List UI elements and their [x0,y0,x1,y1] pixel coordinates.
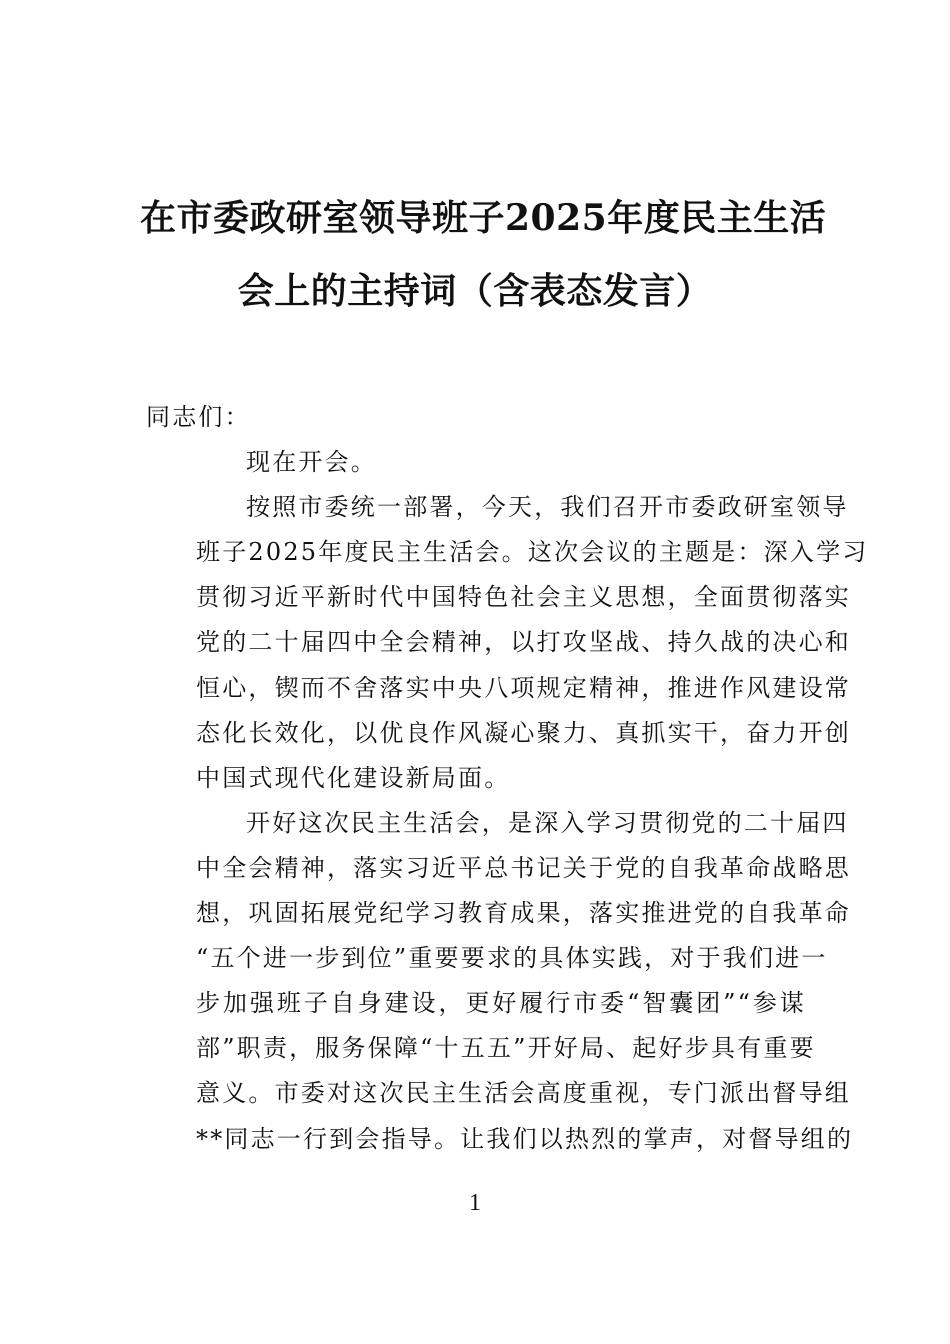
paragraph-line: 贯彻习近平新时代中国特色社会主义思想，全面贯彻落实 [196,583,851,612]
paragraph-line: 党的二十届四中全会精神，以打攻坚战、持久战的决心和 [196,628,851,657]
title-line-1: 在市委政研室领导班子2025年度民主生活 [140,197,827,239]
paragraph-line: 恒心，锲而不舍落实中央八项规定精神，推进作风建设常 [196,673,851,702]
paragraph-line: 中国式现代化建设新局面。 [196,763,511,792]
paragraph-line: 意义。市委对这次民主生活会高度重视，专门派出督导组 [196,1079,851,1108]
paragraph-line: 态化长效化，以优良作风凝心聚力、真抓实干，奋力开创 [196,718,851,747]
page-number: 1 [469,1190,481,1216]
paragraph-line: 班子2025年度民主生活会。这次会议的主题是：深入学习 [196,538,869,567]
paragraph-1 [146,440,806,485]
paragraph-line: 想，巩固拓展党纪学习教育成果，落实推进党的自我革命 [196,899,851,928]
paragraph-line: 步加强班子自身建设，更好履行市委“智囊团”“参谋 [196,989,806,1018]
paragraph-line: 部”职责，服务保障“十五五”开好局、起好步具有重要 [196,1034,816,1063]
paragraph-2 [146,485,869,801]
paragraph-line: “五个进一步到位”重要要求的具体实践，对于我们进一 [196,944,828,973]
title-line-2: 会上的主持词（含表态发言） [237,270,713,312]
document-body [146,395,869,1162]
paragraph-3 [146,801,854,1162]
paragraph-line: 按照市委统一部署，今天，我们召开市委政研室领导 [246,493,849,522]
salutation: 同志们： [146,403,251,431]
paragraph-line: 中全会精神，落实习近平总书记关于党的自我革命战略思 [196,853,851,882]
paragraph-line: **同志一行到会指导。让我们以热烈的掌声，对督导组的 [196,1124,854,1153]
paragraph-line: 现在开会。 [246,448,377,477]
paragraph-line: 开好这次民主生活会，是深入学习贯彻党的二十届四 [246,808,849,837]
document-title [140,182,827,328]
